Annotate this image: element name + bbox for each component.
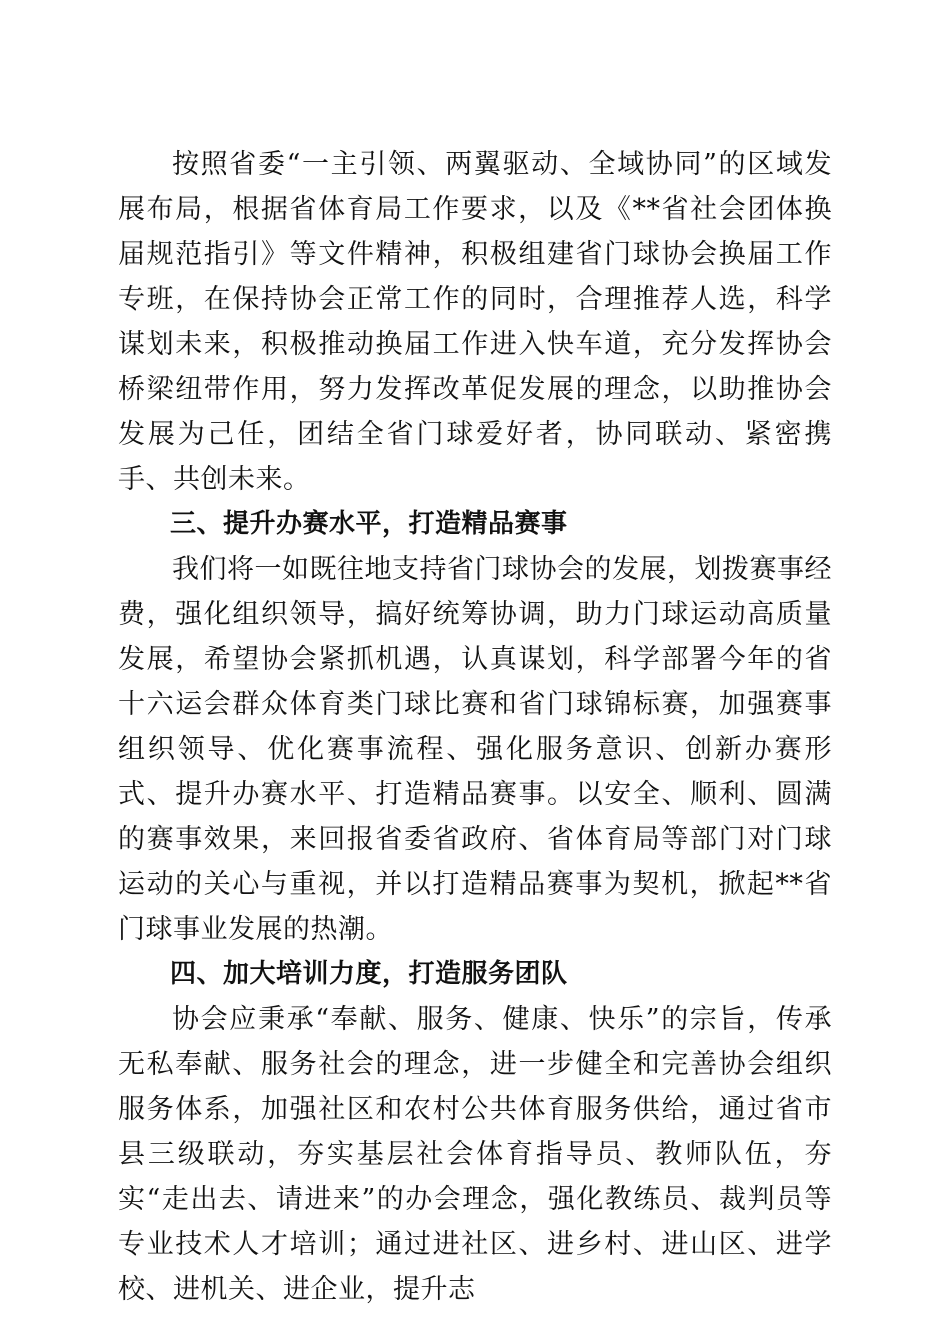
paragraph-3: 协会应秉承“奉献、服务、健康、快乐”的宗旨，传承无私奉献、服务社会的理念，进一步健全和完善协会组织服务体系，加强社区和农村公共体育服务供给，通过省市县三级联动，夯实基层社会体育指导员、教师队伍，夯实“走出去、请进来”的办会理念，强化教练员、裁判员等专业技术人才培训；通过进社区、进乡村、进山区、进学校、进机关、进企业，提升志: [118, 1004, 832, 1305]
document-body: [118, 142, 832, 1312]
paragraph-2: 我们将一如既往地支持省门球协会的发展，划拨赛事经费，强化组织领导，搞好统筹协调，助力门球运动高质量发展，希望协会紧抓机遇，认真谋划，科学部署今年的省十六运会群众体育类门球比赛和省门球锦标赛，加强赛事组织领导、优化赛事流程、强化服务意识、创新办赛形式、提升办赛水平、打造精品赛事。以安全、顺利、圆满的赛事效果，来回报省委省政府、省体育局等部门对门球运动的关心与重视，并以打造精品赛事为契机，掀起**省门球事业发展的热潮。: [118, 554, 832, 945]
section-4-heading: 四、加大培训力度，打造服务团队: [170, 959, 568, 989]
section-3-heading: 三、提升办赛水平，打造精品赛事: [170, 509, 568, 539]
paragraph-1: 按照省委“一主引领、两翼驱动、全域协同”的区域发展布局，根据省体育局工作要求，以及《**省社会团体换届规范指引》等文件精神，积极组建省门球协会换届工作专班，在保持协会正常工作的同时，合理推荐人选，科学谋划未来，积极推动换届工作进入快车道，充分发挥协会桥梁纽带作用，努力发挥改革促发展的理念，以助推协会发展为己任，团结全省门球爱好者，协同联动、紧密携手、共创未来。: [118, 149, 832, 495]
